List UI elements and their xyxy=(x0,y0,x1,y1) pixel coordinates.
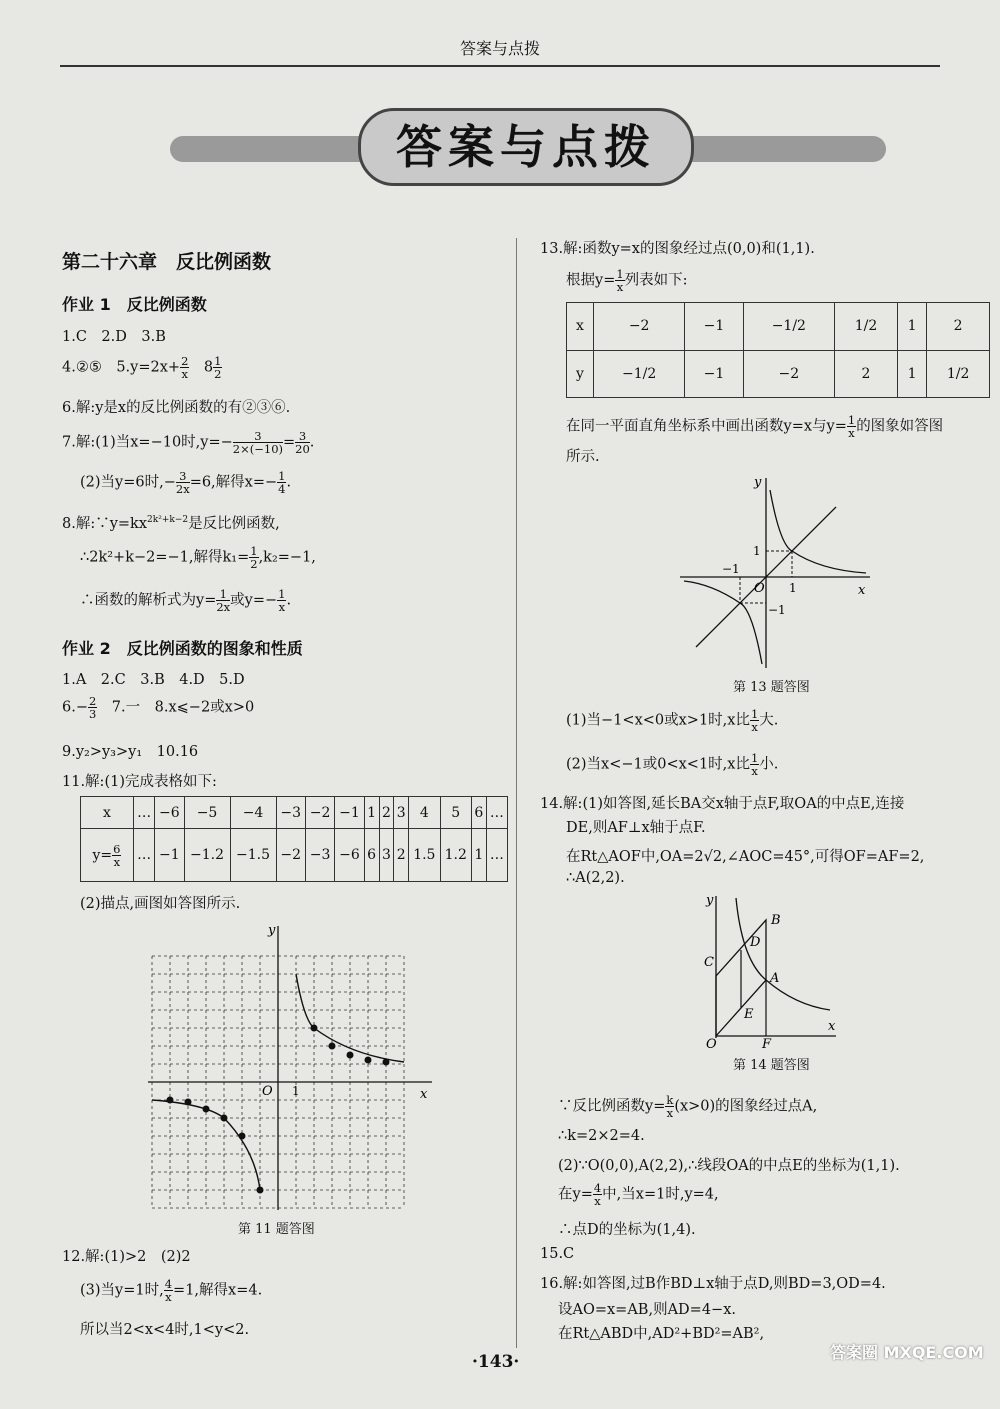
page-number: ·143· xyxy=(472,1352,520,1372)
q16-line2: 设AO=x=AB,则AD=4−x. xyxy=(558,1302,736,1318)
q16-line1: 16.解:如答图,过B作BD⊥x轴于点D,则BD=3,OD=4. xyxy=(540,1276,886,1292)
hw1-title: 作业 1 反比例函数 xyxy=(62,295,207,314)
figure-14-x-label: x xyxy=(828,1019,836,1034)
figure-11-point xyxy=(167,1097,174,1104)
figure-11-caption: 第 11 题答图 xyxy=(238,1222,315,1237)
figure-13-y-label: y xyxy=(754,475,762,490)
t11-x4: −3 xyxy=(276,797,305,829)
q13-line4: 所示. xyxy=(566,449,600,465)
figure-11-tick-one: 1 xyxy=(292,1084,300,1098)
figure-11-point xyxy=(365,1057,372,1064)
figure-11-point xyxy=(329,1043,336,1050)
hw2-line6: 6.− $\frac{2}{3}$ 7.一 8.x⩽−2或x>0 xyxy=(62,694,255,721)
figure-13-x-label: x xyxy=(858,583,866,598)
t11-y12: 1 xyxy=(471,829,486,882)
t11-y10: 1.5 xyxy=(409,829,440,882)
t11-y9: 2 xyxy=(394,829,409,882)
hw2-title: 作业 2 反比例函数的图象和性质 xyxy=(62,639,303,658)
hw2-line1: 1.A 2.C 3.B 4.D 5.D xyxy=(62,672,245,688)
t11-x3: −4 xyxy=(230,797,276,829)
t11-x0: … xyxy=(134,797,155,829)
figure-11-point xyxy=(221,1115,228,1122)
figure-13-origin-label: O xyxy=(754,581,765,596)
hw1-line7: 7.解:(1)当x=−10时,y=− $\frac{3}{2\times(-10)}$ = $\frac{3}{20}$ . xyxy=(62,429,315,456)
figure-11-point xyxy=(239,1133,246,1140)
figure-11-origin-label: O xyxy=(262,1084,273,1099)
figure-14-label-C: C xyxy=(704,955,714,970)
figure-11-point xyxy=(347,1052,354,1059)
figure-11-y-label: y xyxy=(268,923,276,938)
t11-x8: 2 xyxy=(379,797,394,829)
figure-13-tick-x1: 1 xyxy=(789,581,797,595)
hw2-line9: 9.y₂>y₃>y₁ 10.16 xyxy=(62,744,199,760)
figure-14-label-F: F xyxy=(762,1037,772,1050)
t13-y0: −1/2 xyxy=(593,350,685,398)
q12-line4: 所以当2<x<4时,1<y<2. xyxy=(80,1322,250,1338)
hw1-line8-2: ∴2k²+k−2=−1,解得k₁= $\frac{1}{2}$ ,k₂=−1, xyxy=(80,544,316,571)
t11-x2: −5 xyxy=(184,797,230,829)
figure-14-label-B: B xyxy=(771,913,781,928)
q14-line9: ∴点D的坐标为(1,4). xyxy=(558,1222,696,1238)
q14-line1: 14.解:(1)如答图,延长BA交x轴于点F,取OA的中点E,连接 xyxy=(540,796,905,812)
figure-11 xyxy=(140,920,440,1210)
table-13 xyxy=(566,302,990,398)
running-header: 答案与点拨 xyxy=(60,36,940,67)
t11-y5: −3 xyxy=(305,829,334,882)
figure-11-point xyxy=(257,1187,264,1194)
t11-y3: −1.5 xyxy=(230,829,276,882)
t11-y1: −1 xyxy=(155,829,184,882)
hw1-line1: 1.C 2.D 3.B xyxy=(62,329,166,345)
figure-13 xyxy=(670,470,880,670)
watermark: 答案圈 MXQE.COM xyxy=(830,1343,984,1362)
t13-x0: −2 xyxy=(593,303,685,351)
t11-x1: −6 xyxy=(155,797,184,829)
table-11-x-label: x xyxy=(81,797,134,829)
t11-y8: 3 xyxy=(379,829,394,882)
t11-x6: −1 xyxy=(335,797,364,829)
q13-line2: 根据y= $\frac{1}{x}$ 列表如下: xyxy=(566,267,688,294)
q15-line: 15.C xyxy=(540,1246,575,1262)
t11-x5: −2 xyxy=(305,797,334,829)
q14-line6: ∴k=2×2=4. xyxy=(558,1128,645,1144)
hw1-line8-3: ∴函数的解析式为y= $\frac{1}{2x}$ 或y=− $\frac{1}{x}$ . xyxy=(80,587,292,614)
figure-11-point xyxy=(383,1059,390,1066)
q12-line1: 12.解:(1)>2 (2)2 xyxy=(62,1249,191,1265)
figure-13-tick-ym1: −1 xyxy=(768,603,786,617)
q14-line8: 在y= $\frac{4}{x}$ 中,当x=1时,y=4, xyxy=(558,1181,719,1208)
figure-13-curve-q1 xyxy=(770,490,866,573)
t11-x12: 6 xyxy=(471,797,486,829)
q14-line3: 在Rt△AOF中,OA=2√2,∠AOC=45°,可得OF=AF=2, xyxy=(566,849,925,865)
figure-11-point xyxy=(203,1106,210,1113)
t13-x1: −1 xyxy=(685,303,743,351)
t13-x3: 1/2 xyxy=(835,303,898,351)
hw1-line7-2: (2)当y=6时,− $\frac{3}{2x}$ =6,解得x=− $\frac{1}{4}$ . xyxy=(80,469,292,496)
figure-13-tick-xm1: −1 xyxy=(722,562,740,576)
t11-x7: 1 xyxy=(364,797,379,829)
figure-14-curve xyxy=(736,898,830,1010)
hw2-line11-2: (2)描点,画图如答图所示. xyxy=(80,896,241,912)
t13-x5: 2 xyxy=(927,303,990,351)
figure-14-label-E: E xyxy=(744,1007,754,1022)
hw1-line4: 4.②⑤ 5.y=2x+ $\frac{2}{x}$ 8 $\frac{1}{2}$ xyxy=(62,354,222,381)
figure-11-point xyxy=(311,1025,318,1032)
figure-13-tick-y1: 1 xyxy=(753,544,761,558)
figure-13-caption: 第 13 题答图 xyxy=(733,680,810,695)
t11-y7: 6 xyxy=(364,829,379,882)
t13-y5: 1/2 xyxy=(927,350,990,398)
figure-14-caption: 第 14 题答图 xyxy=(733,1058,810,1073)
t11-x13: … xyxy=(486,797,507,829)
q13-ans1: (1)当−1<x<0或x>1时,x比 $\frac{1}{x}$ 大. xyxy=(566,707,779,734)
t13-x4: 1 xyxy=(897,303,926,351)
t13-y3: 2 xyxy=(835,350,898,398)
figure-11-x-label: x xyxy=(420,1087,428,1102)
q12-line3: (3)当y=1时, $\frac{4}{x}$ =1,解得x=4. xyxy=(80,1277,263,1304)
t13-y2: −2 xyxy=(743,350,835,398)
t11-y13: … xyxy=(486,829,507,882)
figure-14 xyxy=(700,890,840,1050)
table-13-y-label: y xyxy=(567,350,594,398)
q16-line3: 在Rt△ABD中,AD²+BD²=AB², xyxy=(558,1326,765,1342)
q13-ans2: (2)当x<−1或0<x<1时,x比 $\frac{1}{x}$ 小. xyxy=(566,751,779,778)
q14-line2: DE,则AF⊥x轴于点F. xyxy=(566,820,706,836)
figure-14-label-O: O xyxy=(706,1037,717,1050)
q13-line1: 13.解:函数y=x的图象经过点(0,0)和(1,1). xyxy=(540,241,815,257)
t11-y11: 1.2 xyxy=(440,829,471,882)
t11-x11: 5 xyxy=(440,797,471,829)
t11-y0: … xyxy=(134,829,155,882)
q13-line3: 在同一平面直角坐标系中画出函数y=x与y= $\frac{1}{x}$ 的图象如答图 xyxy=(566,413,944,440)
t11-y2: −1.2 xyxy=(184,829,230,882)
table-13-x-label: x xyxy=(567,303,594,351)
t11-x9: 3 xyxy=(394,797,409,829)
chapter-title: 第二十六章 反比例函数 xyxy=(62,251,272,273)
t11-x10: 4 xyxy=(409,797,440,829)
figure-14-y-label: y xyxy=(706,893,714,908)
t11-y4: −2 xyxy=(276,829,305,882)
t13-y4: 1 xyxy=(897,350,926,398)
hw2-line11: 11.解:(1)完成表格如下: xyxy=(62,774,217,790)
t13-x2: −1/2 xyxy=(743,303,835,351)
q14-line5: ∵反比例函数y= $\frac{k}{x}$ (x>0)的图象经过点A, xyxy=(558,1093,818,1120)
table-11 xyxy=(80,796,508,882)
figure-14-label-D: D xyxy=(750,935,761,950)
hw1-line6: 6.解:y是x的反比例函数的有②③⑥. xyxy=(62,400,291,416)
banner-title: 答案与点拨 xyxy=(358,108,694,186)
figure-14-label-A: A xyxy=(770,971,780,986)
hw1-line8: 8.解$:\because y=kx^{2k^2+k-2}$是反比例函数, xyxy=(62,515,280,532)
q14-line7: (2)∵O(0,0),A(2,2),∴线段OA的中点E的坐标为(1,1). xyxy=(558,1158,900,1174)
column-divider xyxy=(516,238,517,1348)
t11-y6: −6 xyxy=(335,829,364,882)
q14-line4: ∴A(2,2). xyxy=(566,870,625,886)
table-11-y-label: y= $\frac{6}{x}$ xyxy=(81,829,134,882)
t13-y1: −1 xyxy=(685,350,743,398)
figure-11-point xyxy=(185,1099,192,1106)
